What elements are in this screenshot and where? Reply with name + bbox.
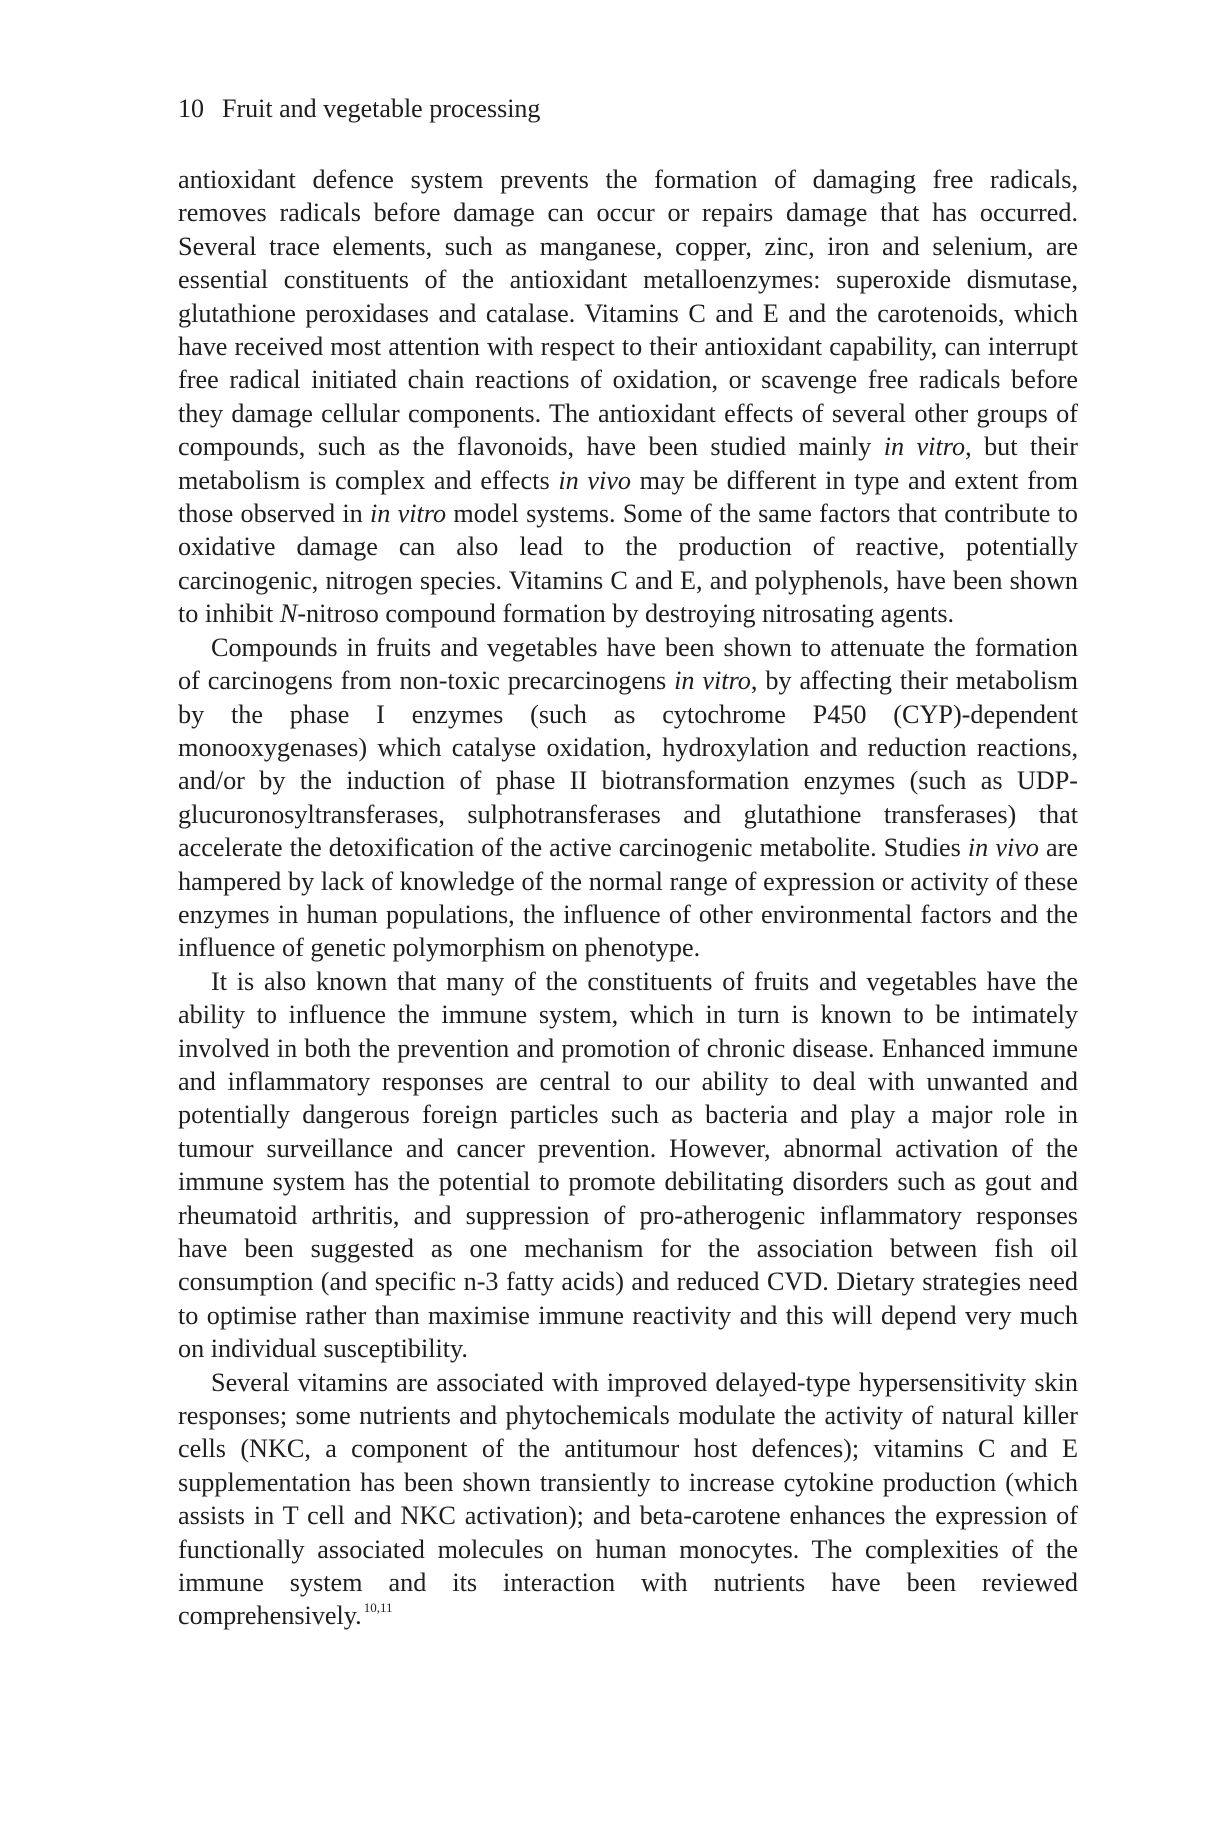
paragraph-4 xyxy=(178,1366,1078,1633)
italic-term: in vivo xyxy=(558,465,631,495)
italic-term: in vitro xyxy=(883,432,966,462)
running-title: Fruit and vegetable processing xyxy=(222,94,541,123)
text-run: antioxidant defence system prevents the formation of damaging free radicals, removes radicals before damage can occur or repairs damage that has occurred. Several trace elements, such as manganese, copper, zinc, iron and selenium, are essential constituents of the antioxidant metalloenzymes: superoxide dismutase, glutathione peroxidases and catalase. Vitamins C and E and the carotenoids, which have received most attention with respect to their antioxidant capability, can interrupt free radical initiated chain reactions of oxidation, or scavenge free radicals before they damage cellular components. The antioxidant effects of several other groups of compounds, such as the flavonoids, have been studied mainly xyxy=(178,165,1078,462)
text-run: , by affecting their metabolism by the phase I enzymes (such as cytochrome P450 (CYP)-dependent monooxygenases) which catalyse oxidation, hydroxylation and reduction reactions, and/or by the induction of phase II biotransformation enzymes (such as UDP-glucuronosyltransferases, sulphotransferases and glutathione transferases) that accelerate the detoxification of the active carcinogenic metabolite. Studies xyxy=(178,666,1078,863)
page-number: 10 xyxy=(178,94,204,123)
paragraph-2 xyxy=(178,631,1078,965)
running-header xyxy=(178,93,540,125)
text-run: Compounds in fruits and vegetables have been shown to attenuate the formation of carcinogens from non-toxic precarcinogens xyxy=(178,632,1078,696)
text-run: Several vitamins are associated with improved delayed-type hypersensitivity skin responses; some nutrients and phytochemicals modulate the activity of natural killer cells (NKC, a component of the antitumour host defences); vitamins C and E supplementation has been shown transiently to increase cytokine production (which assists in T cell and NKC activation); and beta-carotene enhances the expression of functionally associated molecules on human monocytes. The complexities of the immune system and its interaction with nutrients have been reviewed comprehensively. xyxy=(178,1367,1078,1631)
italic-term: in vitro xyxy=(369,499,447,529)
italic-term: N xyxy=(279,599,298,629)
text-run: are hampered by lack of knowledge of the normal range of expression or activity of these enzymes in human populations, the influence of other environmental factors and the influence of genetic polymorphism on phenotype. xyxy=(178,833,1078,963)
text-run: -nitroso compound formation by destroying nitrosating agents. xyxy=(297,599,955,629)
italic-term: in vitro xyxy=(674,666,751,696)
italic-term: in vivo xyxy=(967,833,1039,863)
body-text xyxy=(178,163,1078,1633)
citation-superscript: 10,11 xyxy=(363,1600,393,1616)
text-run: , but their metabolism is complex and effects xyxy=(178,432,1079,495)
text-run: It is also known that many of the constituents of fruits and vegetables have the ability to influence the immune system, which in turn is known to be intimately involved in both the prevention and promotion of chronic disease. Enhanced immune and inflammatory responses are central to our ability to deal with unwanted and potentially dangerous foreign particles such as bacteria and play a major role in tumour surveillance and cancer prevention. However, abnormal activation of the immune system has the potential to promote debilitating disorders such as gout and rheumatoid arthritis, and suppression of pro-atherogenic inflammatory responses have been suggested as one mechanism for the association between fish oil consumption (and specific n-3 fatty acids) and reduced CVD. Dietary strategies need to optimise rather than maximise immune reactivity and this will depend very much on individual susceptibility. xyxy=(178,966,1078,1364)
text-run: may be different in type and extent from those observed in xyxy=(178,465,1078,529)
paragraph-1 xyxy=(178,163,1078,631)
text-run: model systems. Some of the same factors that contribute to oxidative damage can also lead to the production of reactive, potentially carcinogenic, nitrogen species. Vitamins C and E, and polyphenols, have been shown to inhibit xyxy=(178,499,1079,629)
paragraph-3 xyxy=(178,965,1078,1366)
